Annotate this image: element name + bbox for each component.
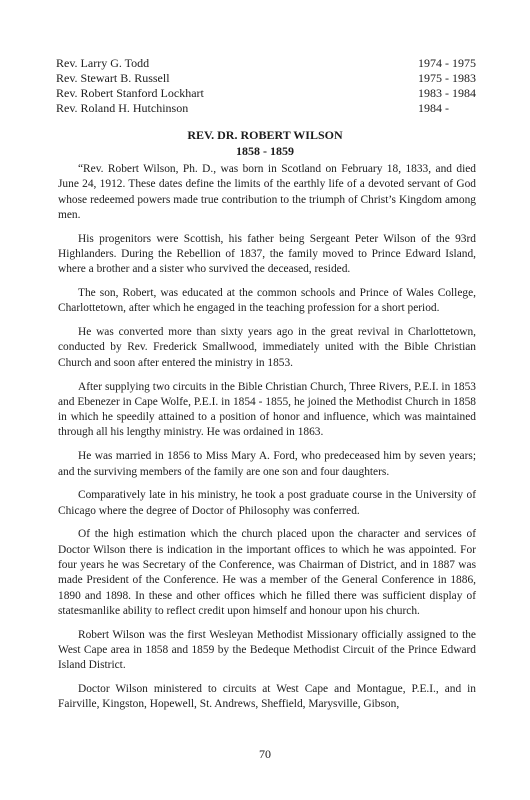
section-dates: 1858 - 1859 <box>236 144 294 158</box>
minister-years: 1983 - 1984 <box>418 86 476 100</box>
paragraph: Comparatively late in his ministry, he took a post graduate course in the University of Chicago where the degree of Doctor of Philosophy was conferred. <box>58 489 476 517</box>
section-title: REV. DR. ROBERT WILSON <box>187 128 343 142</box>
minister-years: 1975 - 1983 <box>418 71 476 85</box>
page-number: 70 <box>259 747 271 761</box>
minister-row <box>56 56 476 71</box>
minister-name: Rev. Robert Stanford Lockhart <box>56 86 204 100</box>
minister-name: Rev. Larry G. Todd <box>56 56 150 70</box>
paragraph: The son, Robert, was educated at the common schools and Prince of Wales College, Charlottetown, after which he engaged in the teaching profession for a short period. <box>58 287 476 315</box>
minister-name: Rev. Roland H. Hutchinson <box>56 101 189 115</box>
minister-list <box>56 56 476 116</box>
paragraph: He was married in 1856 to Miss Mary A. Ford, who predeceased him by seven years; and the surviving members of the family are one son and four daughters. <box>58 450 476 478</box>
minister-row <box>56 101 476 116</box>
minister-row <box>56 71 476 86</box>
minister-row <box>56 86 476 101</box>
paragraph: After supplying two circuits in the Bible Christian Church, Three Rivers, P.E.I. in 1853 and Ebenezer in Cape Wolfe, P.E.I. in 1854 - 1855, he joined the Methodist Church in 1858 in which he speedily attained to a position of honor and influence, which was maintained through all his lengthy ministry. He was ordained in 1863. <box>58 380 476 439</box>
minister-years: 1984 - <box>418 101 449 115</box>
paragraph: Of the high estimation which the church placed upon the character and services of Doctor Wilson there is indication in the important offices to which he was appointed. For four years he was Secretary of the Conference, was Chairman of District, and in 1887 was made President of the Conference. He was a member of the General Conference in 1886, 1890 and 1898. In these and other offices which he filled there was sufficient display of statesmanlike ability to reflect credit upon himself and honour upon his church. <box>58 528 476 617</box>
paragraph: Doctor Wilson ministered to circuits at West Cape and Montague, P.E.I., and in Fairville, Kingston, Hopewell, St. Andrews, Sheffield, Marysville, Gibson, <box>58 683 476 711</box>
paragraph: He was converted more than sixty years ago in the great revival in Charlottetown, conducted by Rev. Frederick Smallwood, immediately united with the Bible Christian Church and soon after entered the ministry in 1853. <box>58 326 476 369</box>
paragraph: His progenitors were Scottish, his father being Sergeant Peter Wilson of the 93rd Highlanders. During the Rebellion of 1837, the family moved to Prince Edward Island, where a brother and a sister who survived the deceased, resided. <box>58 232 476 276</box>
paragraph: Robert Wilson was the first Wesleyan Methodist Missionary officially assigned to the West Cape area in 1858 and 1859 by the Bedeque Methodist Circuit of the Prince Edward Island District. <box>58 628 476 672</box>
minister-name: Rev. Stewart B. Russell <box>56 71 170 85</box>
minister-years: 1974 - 1975 <box>418 56 476 70</box>
paragraph: “Rev. Robert Wilson, Ph. D., was born in Scotland on February 18, 1833, and died June 24, 1912. These dates define the limits of the earthly life of a devoted servant of God whose redeemed powers made true contribution to the triumph of Christ’s Kingdom among men. <box>58 163 476 221</box>
body-text <box>58 162 476 721</box>
section-heading <box>0 127 530 159</box>
